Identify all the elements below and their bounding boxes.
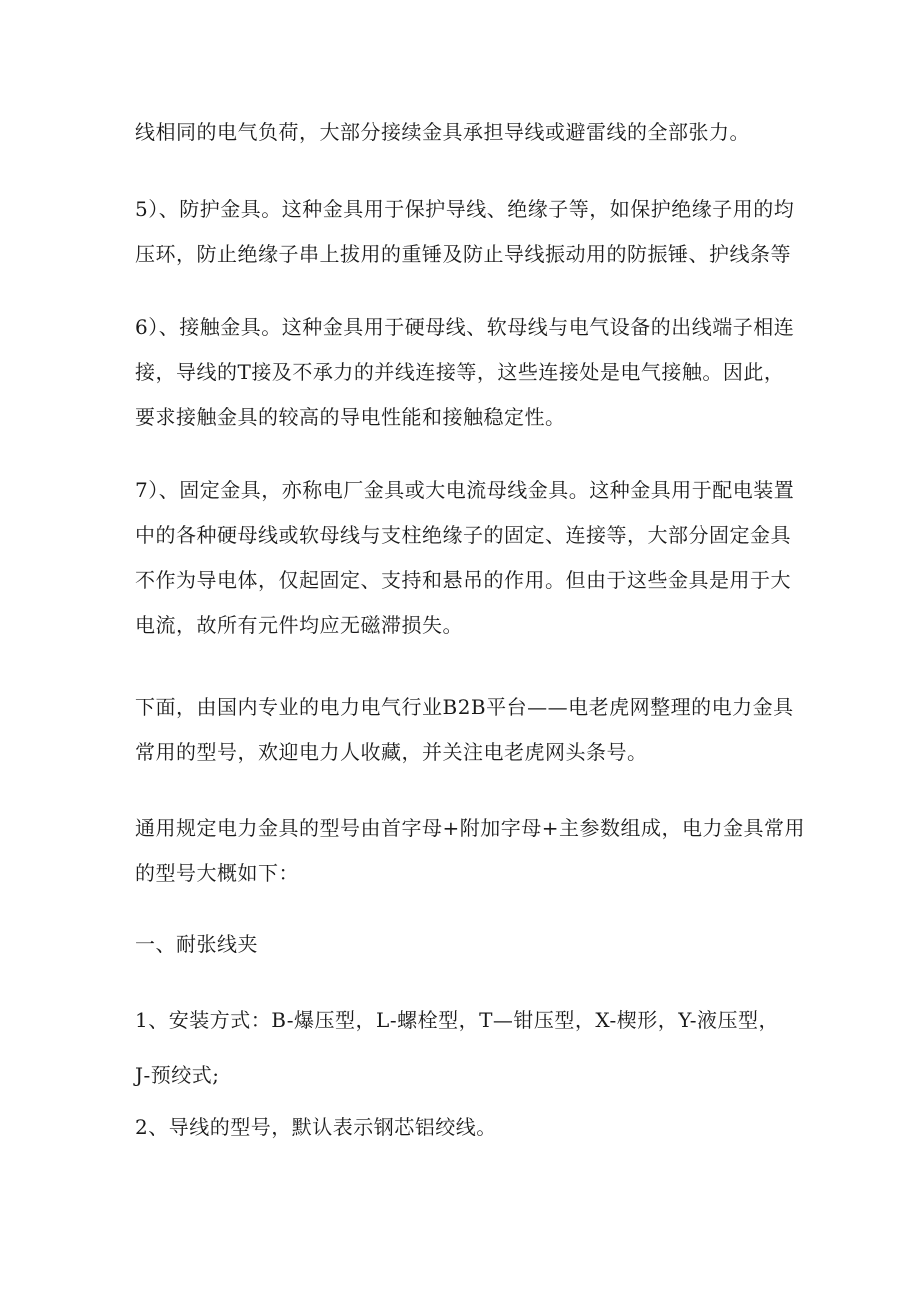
text-line: 7）、固定金具，亦称电厂金具或大电流母线金具。这种金具用于配电装置 bbox=[135, 478, 795, 502]
text-line: 不作为导电体，仅起固定、支持和悬吊的作用。但由于这些金具是用于大 bbox=[135, 568, 791, 592]
section-heading-strain-clamp bbox=[135, 922, 785, 967]
text-line: 通用规定电力金具的型号由首字母+附加字母+主参数组成，电力金具常用 bbox=[135, 816, 806, 840]
text-line: 中的各种硬母线或软母线与支柱绝缘子的固定、连接等，大部分固定金具 bbox=[135, 523, 791, 547]
text-line: 一、耐张线夹 bbox=[135, 932, 258, 956]
text-line: J-预绞式; bbox=[135, 1063, 220, 1087]
text-line: 压环，防止绝缘子串上拔用的重锤及防止导线振动用的防振锤、护线条等 bbox=[135, 242, 791, 266]
text-line: 要求接触金具的较高的导电性能和接触稳定性。 bbox=[135, 405, 566, 429]
paragraph-install-method bbox=[135, 998, 785, 1098]
paragraph-load-bearing bbox=[135, 110, 785, 155]
text-line: 常用的型号，欢迎电力人收藏，并关注电老虎网头条号。 bbox=[135, 740, 648, 764]
paragraph-platform-intro bbox=[135, 685, 794, 775]
paragraph-model-rule bbox=[135, 806, 806, 896]
text-line: 接，导线的T接及不承力的并线连接等，这些连接处是电气接触。因此， bbox=[135, 360, 785, 384]
text-line: 5）、防护金具。这种金具用于保护导线、绝缘子等，如保护绝缘子用的均 bbox=[135, 197, 795, 221]
text-line: 6）、接触金具。这种金具用于硬母线、软母线与电气设备的出线端子相连 bbox=[135, 315, 795, 339]
text-line: 的型号大概如下： bbox=[135, 861, 299, 885]
text-line: 2、导线的型号，默认表示钢芯铝绞线。 bbox=[135, 1115, 497, 1139]
text-line: 电流，故所有元件均应无磁滞损失。 bbox=[135, 613, 463, 637]
paragraph-conductor-model bbox=[135, 1105, 785, 1150]
paragraph-contact-fittings bbox=[135, 305, 795, 440]
text-line: 1、安装方式：B-爆压型，L-螺栓型，T—钳压型，X-楔形，Y-液压型， bbox=[135, 1008, 779, 1032]
text-line: 下面，由国内专业的电力电气行业B2B平台——电老虎网整理的电力金具 bbox=[135, 695, 794, 719]
text-line: 线相同的电气负荷，大部分接续金具承担导线或避雷线的全部张力。 bbox=[135, 120, 750, 144]
paragraph-protective-fittings bbox=[135, 187, 795, 277]
paragraph-fixing-fittings bbox=[135, 468, 795, 648]
